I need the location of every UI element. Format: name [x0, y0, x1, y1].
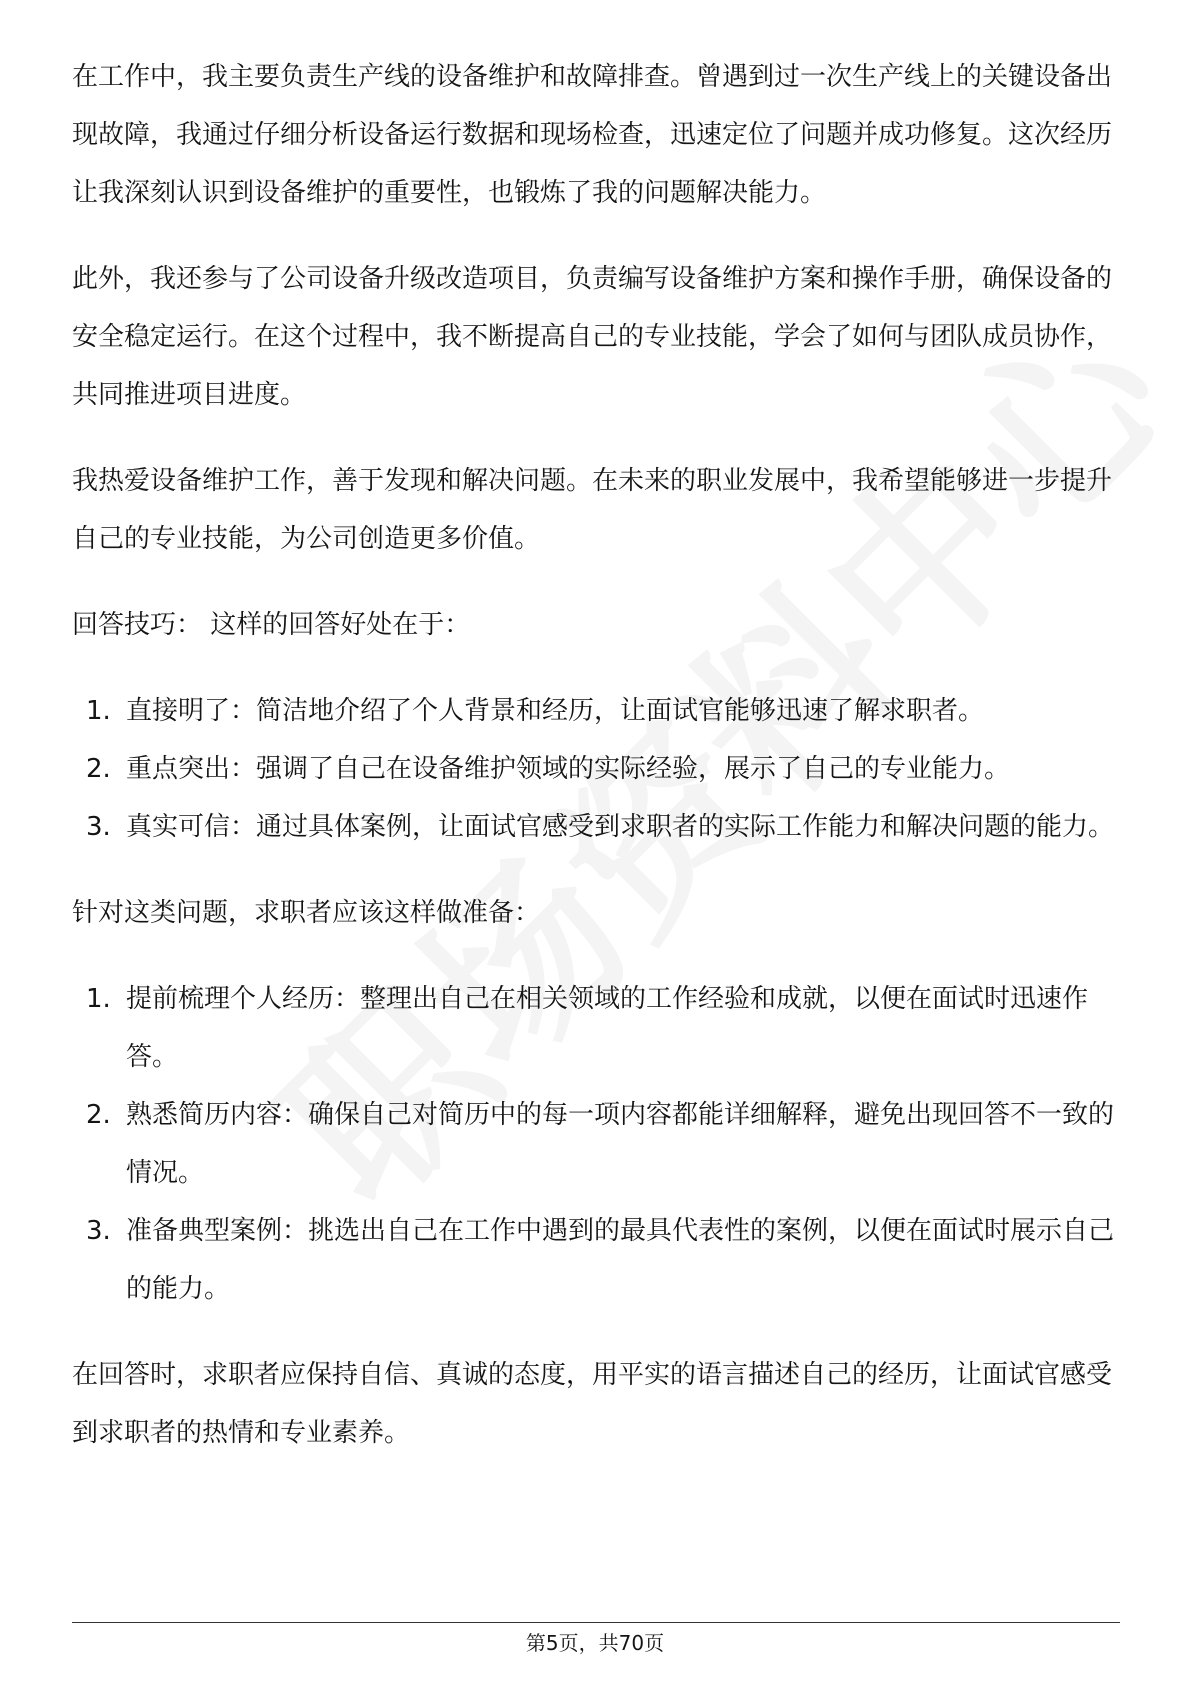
list-item-text: 提前梳理个人经历：整理出自己在相关领域的工作经验和成就，以便在面试时迅速作答。	[126, 984, 1089, 1072]
paragraph-upgrade-project: 此外，我还参与了公司设备升级改造项目，负责编写设备维护方案和操作手册，确保设备的安全稳定运行。在这个过程中，我不断提高自己的专业技能，学会了如何与团队成员协作，共同推进项目进度。	[72, 264, 1113, 410]
list-item	[72, 1086, 1120, 1202]
list-item	[72, 970, 1120, 1086]
list-number: 2.	[86, 754, 111, 784]
list-item	[72, 740, 1120, 798]
list-item	[72, 1202, 1120, 1318]
list-number: 1.	[86, 984, 111, 1014]
list-item-text: 准备典型案例：挑选出自己在工作中遇到的最具代表性的案例，以便在面试时展示自己的能力。	[126, 1216, 1115, 1304]
footer-divider	[72, 1622, 1120, 1623]
paragraph-career-goal: 我热爱设备维护工作，善于发现和解决问题。在未来的职业发展中，我希望能够进一步提升自己的专业技能，为公司创造更多价值。	[72, 466, 1113, 554]
list-number: 1.	[86, 696, 111, 726]
paragraph-work-experience: 在工作中，我主要负责生产线的设备维护和故障排查。曾遇到过一次生产线上的关键设备出现故障，我通过仔细分析设备运行数据和现场检查，迅速定位了问题并成功修复。这次经历让我深刻认识到设备维护的重要性，也锻炼了我的问题解决能力。	[72, 62, 1113, 208]
list-item-text: 熟悉简历内容：确保自己对简历中的每一项内容都能详细解释，避免出现回答不一致的情况。	[126, 1100, 1115, 1188]
tips-heading: 回答技巧： 这样的回答好处在于：	[72, 610, 471, 640]
page-content	[72, 48, 1120, 1462]
list-item-text: 真实可信：通过具体案例，让面试官感受到求职者的实际工作能力和解决问题的能力。	[126, 812, 1115, 842]
list-item-text: 重点突出：强调了自己在设备维护领域的实际经验，展示了自己的专业能力。	[126, 754, 1011, 784]
prep-heading: 针对这类问题，求职者应该这样做准备：	[72, 898, 541, 928]
list-number: 2.	[86, 1100, 111, 1130]
list-item	[72, 798, 1120, 856]
list-item	[72, 682, 1120, 740]
page-number: 第5页，共70页	[525, 1631, 665, 1655]
list-number: 3.	[86, 1216, 111, 1246]
paragraph-closing: 在回答时，求职者应保持自信、真诚的态度，用平实的语言描述自己的经历，让面试官感受到求职者的热情和专业素养。	[72, 1360, 1113, 1448]
list-number: 3.	[86, 812, 111, 842]
list-item-text: 直接明了：简洁地介绍了个人背景和经历，让面试官能够迅速了解求职者。	[126, 696, 985, 726]
tips-list	[72, 682, 1120, 856]
prep-list	[72, 970, 1120, 1318]
